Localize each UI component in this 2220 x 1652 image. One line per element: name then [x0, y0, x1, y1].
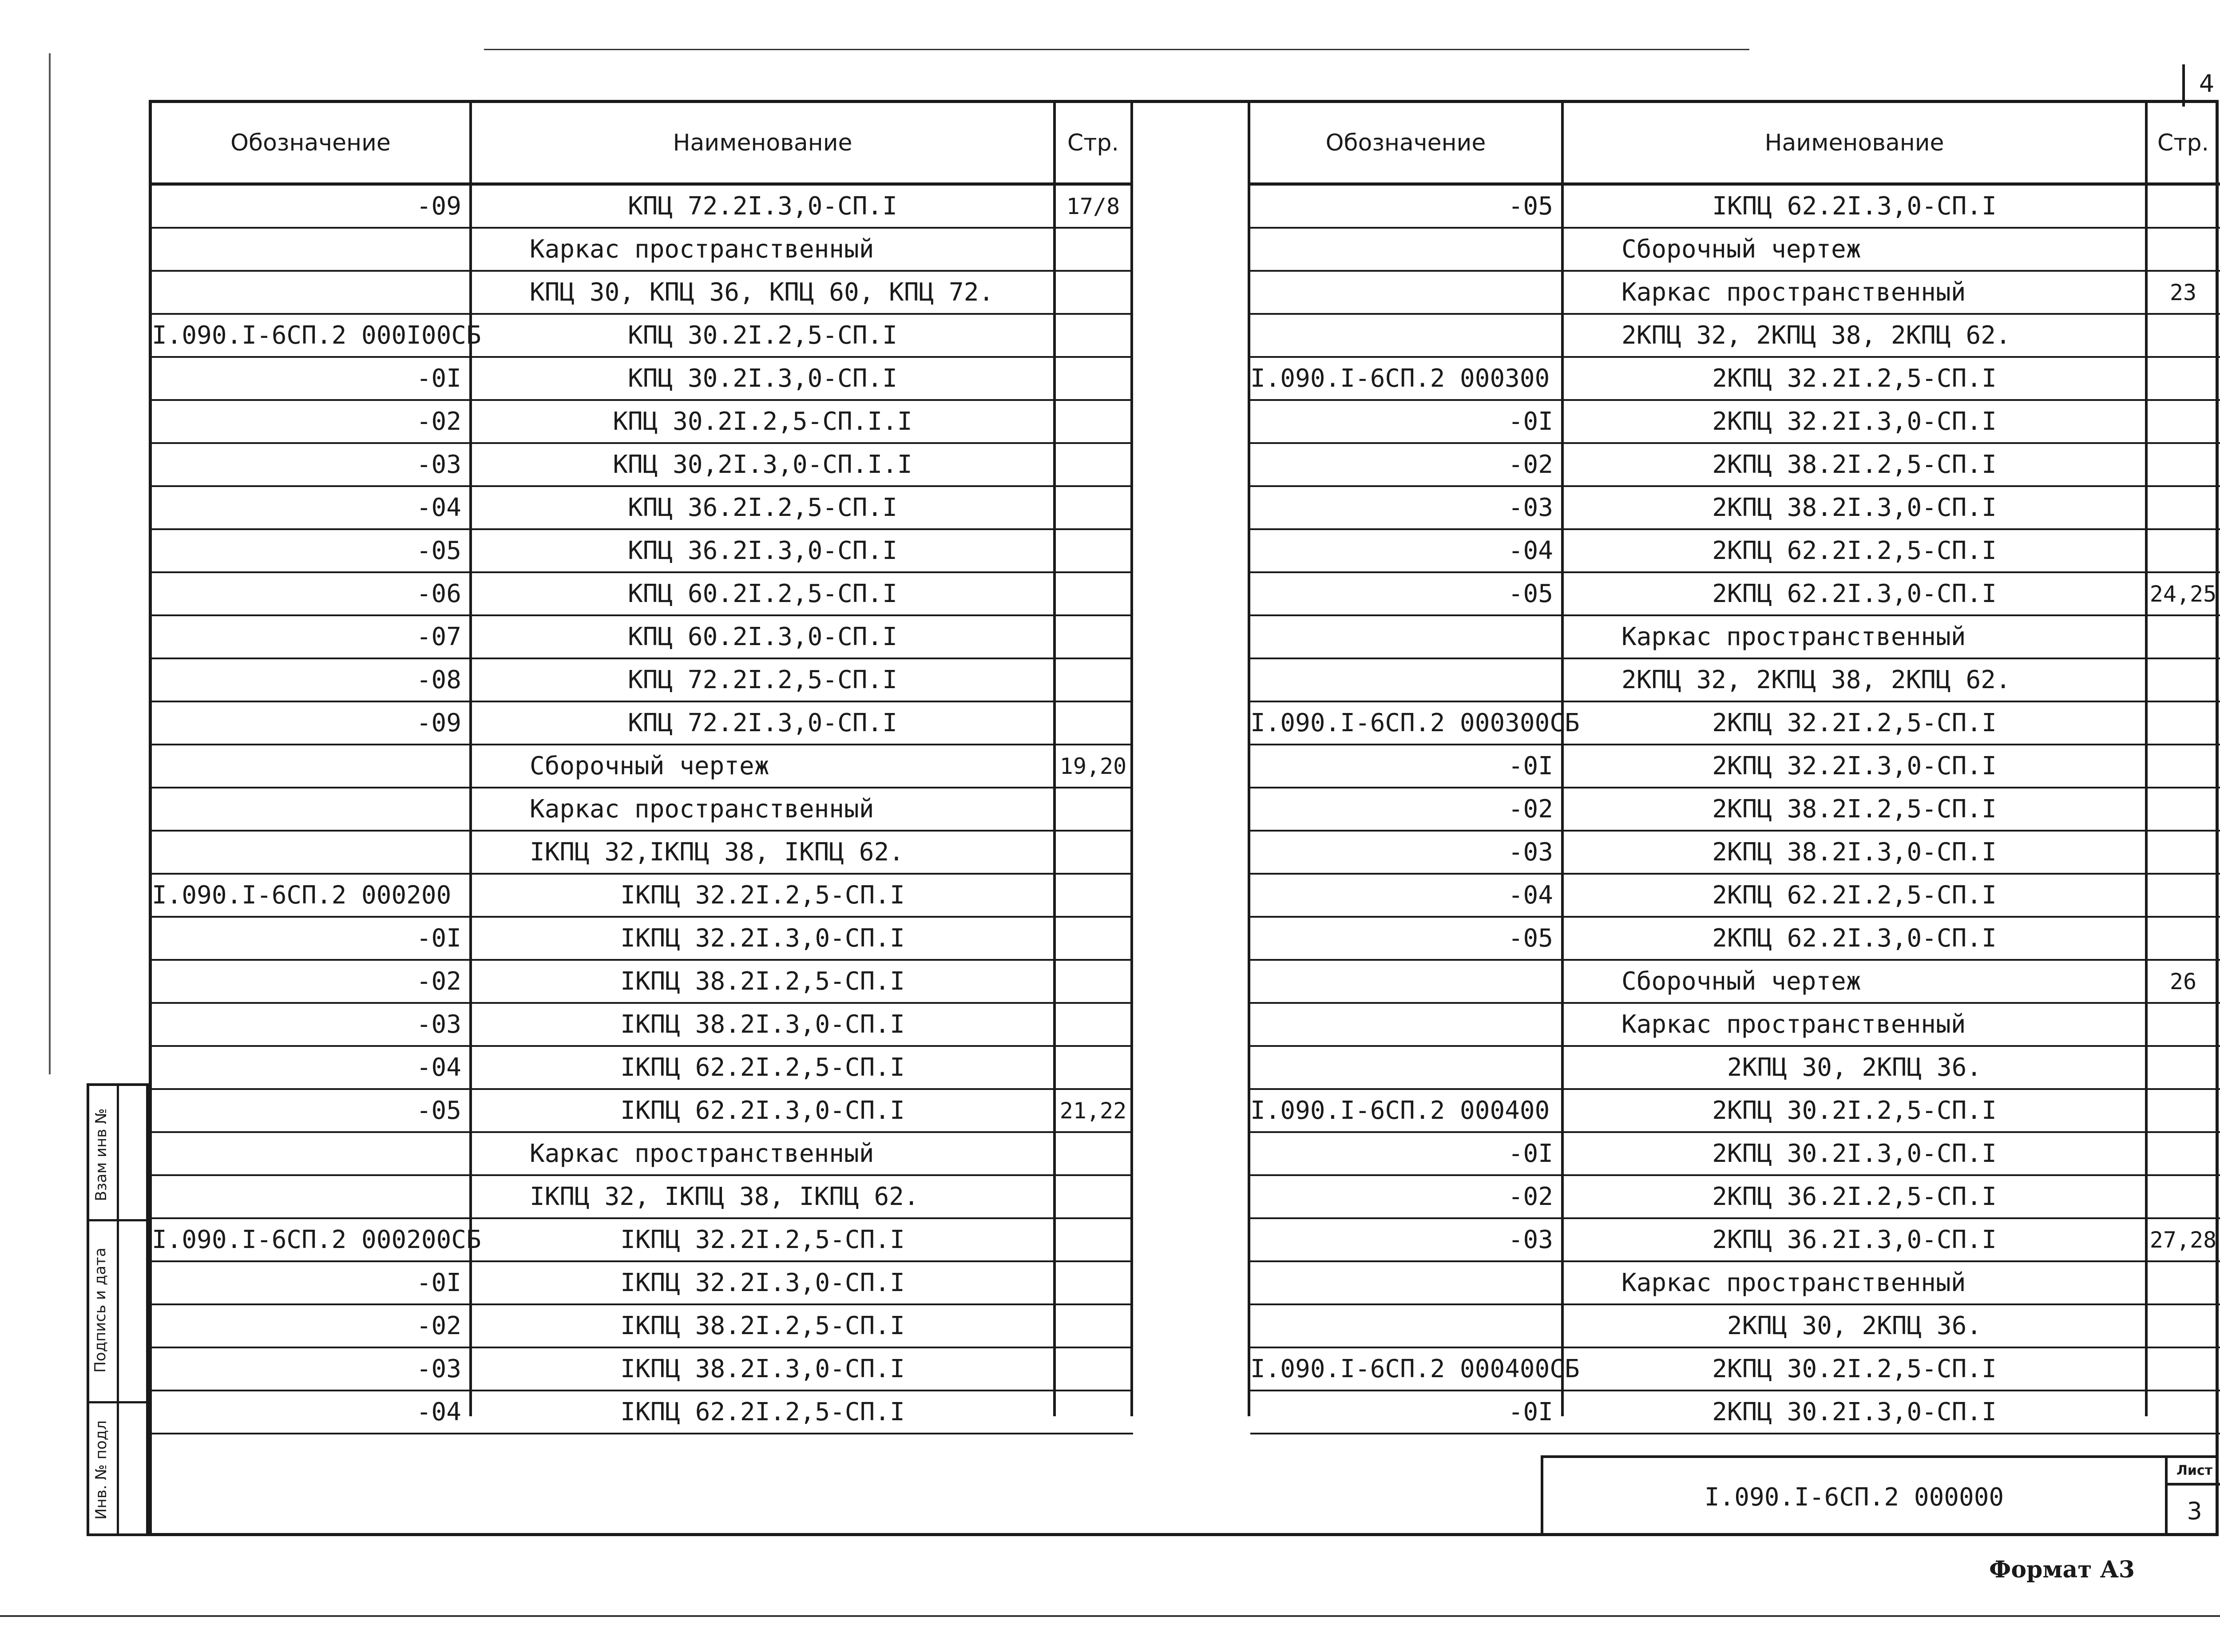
row-designation: -09 — [416, 192, 461, 221]
row-name: 2КПЦ 32, 2КПЦ 38, 2КПЦ 62. — [1621, 666, 2011, 694]
row-designation — [1250, 272, 1561, 313]
row-name: IКПЦ 32.2I.2,5-СП.I — [620, 881, 905, 910]
row-name: КПЦ 30.2I.2,5-СП.I — [628, 321, 897, 350]
row-designation: I.090.I-6СП.2 000200 — [152, 881, 452, 910]
table-row — [152, 315, 1133, 358]
row-name: Каркас пространственный — [530, 795, 874, 824]
row-designation: -0I — [416, 1268, 461, 1297]
row-designation — [152, 745, 469, 787]
row-designation: -02 — [1508, 450, 1553, 479]
row-designation: -03 — [416, 1355, 461, 1383]
row-designation: -02 — [1508, 795, 1553, 824]
left-table-header — [152, 103, 1133, 186]
row-name: КПЦ 36.2I.3,0-СП.I — [628, 536, 897, 565]
row-designation — [1250, 659, 1561, 701]
row-name: Сборочный чертеж — [1621, 235, 1861, 264]
row-name: 2КПЦ 30.2I.3,0-СП.I — [1712, 1398, 1997, 1426]
row-page: 19,20 — [1059, 753, 1127, 779]
row-page — [2148, 1391, 2219, 1433]
row-designation: -05 — [416, 536, 461, 565]
row-name: 2КПЦ 32, 2КПЦ 38, 2КПЦ 62. — [1621, 321, 2011, 350]
table-row — [1250, 745, 2220, 788]
row-name: 2КПЦ 36.2I.2,5-СП.I — [1712, 1182, 1997, 1211]
table-row — [1250, 186, 2220, 229]
header-name: Наименование — [673, 129, 852, 156]
row-page — [2148, 229, 2219, 270]
table-row — [1250, 272, 2220, 315]
table-row — [1250, 444, 2220, 487]
table-row — [152, 702, 1133, 745]
row-designation: -03 — [1508, 493, 1553, 522]
format-label: Формат А3 — [1989, 1556, 2135, 1583]
row-designation: -0I — [1508, 1398, 1553, 1426]
row-name: 2КПЦ 30.2I.3,0-СП.I — [1712, 1139, 1997, 1168]
row-name: 2КПЦ 32.2I.2,5-СП.I — [1712, 709, 1997, 737]
row-page — [1056, 1348, 1130, 1390]
table-row — [1250, 702, 2220, 745]
row-page — [2148, 1090, 2219, 1131]
table-row — [1250, 487, 2220, 530]
table-row — [1250, 875, 2220, 918]
table-row — [152, 272, 1133, 315]
sheet-label: Лист — [2176, 1462, 2213, 1478]
table-row — [1250, 1047, 2220, 1090]
row-designation — [1250, 1262, 1561, 1303]
row-designation: -02 — [1508, 1182, 1553, 1211]
table-row — [152, 875, 1133, 918]
header-name: Наименование — [1764, 129, 1944, 156]
table-row — [152, 832, 1133, 875]
row-page — [2148, 702, 2219, 744]
row-name: 2КПЦ 62.2I.2,5-СП.I — [1712, 536, 1997, 565]
table-row — [152, 1219, 1133, 1262]
row-designation: -0I — [1508, 752, 1553, 780]
header-designation: Обозначение — [230, 129, 391, 156]
row-page — [1056, 1176, 1130, 1217]
row-page: 24,25 — [2149, 581, 2217, 607]
table-row — [1250, 616, 2220, 659]
row-page — [1056, 875, 1130, 916]
row-name: 2КПЦ 38.2I.3,0-СП.I — [1712, 838, 1997, 867]
row-page — [1056, 401, 1130, 442]
table-row — [152, 1391, 1133, 1434]
row-name: IКПЦ 32, IКПЦ 38, IКПЦ 62. — [530, 1182, 919, 1211]
row-page — [2148, 745, 2219, 787]
row-designation: I.090.I-6СП.2 000300 — [1250, 364, 1550, 393]
sheet-number-top: 4 — [2199, 69, 2215, 98]
row-page — [1056, 702, 1130, 744]
row-name: Каркас пространственный — [530, 1139, 874, 1168]
row-page — [1056, 832, 1130, 873]
row-designation — [1250, 229, 1561, 270]
header-page: Стр. — [2157, 129, 2209, 156]
row-page — [2148, 1004, 2219, 1045]
row-designation: -08 — [416, 666, 461, 694]
row-name: IКПЦ 38.2I.2,5-СП.I — [620, 1311, 905, 1340]
row-name: IКПЦ 62.2I.3,0-СП.I — [1712, 192, 1997, 221]
row-designation — [1250, 1004, 1561, 1045]
table-row — [152, 1004, 1133, 1047]
inv-sub-label: Инв. № подл — [92, 1420, 110, 1520]
row-page — [1056, 487, 1130, 528]
row-designation — [1250, 1305, 1561, 1347]
row-name: Сборочный чертеж — [1621, 967, 1861, 996]
row-name: Каркас пространственный — [1621, 278, 1966, 307]
row-designation: -04 — [1508, 536, 1553, 565]
header-page: Стр. — [1067, 129, 1119, 156]
row-name: КПЦ 72.2I.2,5-СП.I — [628, 666, 897, 694]
row-page — [1056, 616, 1130, 658]
row-name: IКПЦ 38.2I.3,0-СП.I — [620, 1355, 905, 1383]
table-row — [1250, 315, 2220, 358]
row-designation: -0I — [416, 924, 461, 953]
row-designation — [1250, 1047, 1561, 1088]
row-name: IКПЦ 32,IКПЦ 38, IКПЦ 62. — [530, 838, 904, 867]
table-row — [152, 1090, 1133, 1133]
row-designation: -05 — [416, 1096, 461, 1125]
table-row — [152, 1348, 1133, 1391]
row-designation: -09 — [416, 709, 461, 737]
table-row — [1250, 788, 2220, 832]
title-block — [1541, 1455, 2219, 1536]
table-row — [1250, 1090, 2220, 1133]
row-name: 2КПЦ 62.2I.2,5-СП.I — [1712, 881, 1997, 910]
row-page — [2148, 616, 2219, 658]
row-page — [2148, 315, 2219, 356]
row-name: КПЦ 30.2I.2,5-СП.I.I — [613, 407, 912, 436]
row-page — [1056, 1133, 1130, 1174]
table-row — [152, 788, 1133, 832]
row-page — [1056, 358, 1130, 399]
row-designation: -05 — [1508, 579, 1553, 608]
row-page — [1056, 1262, 1130, 1303]
row-page — [1056, 961, 1130, 1002]
row-name: КПЦ 36.2I.2,5-СП.I — [628, 493, 897, 522]
row-name: 2КПЦ 38.2I.2,5-СП.I — [1712, 450, 1997, 479]
right-specification-table — [1248, 103, 2220, 1426]
replaces-inv-label: Взам инв № — [92, 1108, 110, 1201]
row-name: 2КПЦ 32.2I.3,0-СП.I — [1712, 752, 1997, 780]
row-name: IКПЦ 62.2I.2,5-СП.I — [620, 1398, 905, 1426]
table-row — [1250, 918, 2220, 961]
table-row — [1250, 530, 2220, 573]
row-page — [1056, 444, 1130, 485]
row-designation: -06 — [416, 579, 461, 608]
row-designation — [152, 832, 469, 873]
row-designation — [152, 788, 469, 830]
row-designation: -03 — [1508, 838, 1553, 867]
row-page: 21,22 — [1059, 1097, 1127, 1124]
table-row — [1250, 1305, 2220, 1348]
row-designation: -04 — [1508, 881, 1553, 910]
row-name: КПЦ 72.2I.3,0-СП.I — [628, 709, 897, 737]
row-designation — [1250, 616, 1561, 658]
row-page: 27,28 — [2149, 1227, 2217, 1253]
row-page — [2148, 358, 2219, 399]
table-row — [152, 1133, 1133, 1176]
table-row — [152, 229, 1133, 272]
row-page — [2148, 444, 2219, 485]
table-row — [1250, 1176, 2220, 1219]
table-row — [152, 573, 1133, 616]
row-page — [1056, 1004, 1130, 1045]
row-name: 2КПЦ 30.2I.2,5-СП.I — [1712, 1355, 1997, 1383]
row-page — [1056, 1219, 1130, 1260]
row-page — [2148, 832, 2219, 873]
row-name: КПЦ 30,2I.3,0-СП.I.I — [613, 450, 912, 479]
row-designation: -03 — [416, 1010, 461, 1039]
row-designation: -03 — [1508, 1225, 1553, 1254]
row-page — [2148, 659, 2219, 701]
table-row — [152, 444, 1133, 487]
signature-date-label: Подпись и дата — [91, 1248, 109, 1373]
table-row — [152, 659, 1133, 702]
row-name: Каркас пространственный — [1621, 1010, 1966, 1039]
row-page — [1056, 315, 1130, 356]
table-row — [152, 918, 1133, 961]
row-page — [2148, 487, 2219, 528]
row-name: КПЦ 30, КПЦ 36, КПЦ 60, КПЦ 72. — [530, 278, 994, 307]
row-name: 2КПЦ 62.2I.3,0-СП.I — [1712, 579, 1997, 608]
row-name: Сборочный чертеж — [530, 752, 769, 780]
row-name: 2КПЦ 62.2I.3,0-СП.I — [1712, 924, 1997, 953]
table-row — [152, 745, 1133, 788]
row-designation: -0I — [416, 364, 461, 393]
row-page — [2148, 186, 2219, 227]
document-code: I.090.I-6СП.2 000000 — [1704, 1482, 2004, 1512]
row-designation: I.090.I-6СП.2 000300СБ — [1250, 709, 1580, 737]
row-page — [2148, 788, 2219, 830]
row-name: 2КПЦ 30.2I.2,5-СП.I — [1712, 1096, 1997, 1125]
row-page: 17/8 — [1066, 193, 1120, 219]
row-page — [2148, 918, 2219, 959]
row-designation — [152, 1133, 469, 1174]
row-designation: I.090.I-6СП.2 000I00СБ — [152, 321, 481, 350]
row-name: КПЦ 60.2I.2,5-СП.I — [628, 579, 897, 608]
row-designation: -04 — [416, 1398, 461, 1426]
table-row — [1250, 961, 2220, 1004]
row-designation: -07 — [416, 622, 461, 651]
row-page — [1056, 659, 1130, 701]
table-row — [1250, 1262, 2220, 1305]
row-designation: -0I — [1508, 407, 1553, 436]
table-row — [152, 358, 1133, 401]
row-page — [1056, 530, 1130, 571]
scan-line-top — [484, 49, 1749, 50]
row-designation: -02 — [416, 1311, 461, 1340]
row-page — [2148, 1047, 2219, 1088]
row-designation: -0I — [1508, 1139, 1553, 1168]
row-name: 2КПЦ 38.2I.3,0-СП.I — [1712, 493, 1997, 522]
table-row — [152, 530, 1133, 573]
row-designation — [1250, 315, 1561, 356]
table-row — [1250, 659, 2220, 702]
row-name: IКПЦ 38.2I.3,0-СП.I — [620, 1010, 905, 1039]
table-row — [1250, 832, 2220, 875]
row-designation: I.090.I-6СП.2 000200СБ — [152, 1225, 481, 1254]
row-name: IКПЦ 32.2I.3,0-СП.I — [620, 924, 905, 953]
row-page — [1056, 229, 1130, 270]
row-designation: -02 — [416, 407, 461, 436]
row-name: 2КПЦ 36.2I.3,0-СП.I — [1712, 1225, 1997, 1254]
row-name: 2КПЦ 30, 2КПЦ 36. — [1727, 1053, 1982, 1082]
row-page — [2148, 530, 2219, 571]
row-page — [2148, 1133, 2219, 1174]
row-page — [2148, 1176, 2219, 1217]
row-name: КПЦ 30.2I.3,0-СП.I — [628, 364, 897, 393]
header-designation: Обозначение — [1325, 129, 1486, 156]
right-table-header — [1250, 103, 2220, 186]
table-row — [1250, 1348, 2220, 1391]
row-designation: I.090.I-6СП.2 000400 — [1250, 1096, 1550, 1125]
row-designation: -04 — [416, 493, 461, 522]
row-designation — [1250, 961, 1561, 1002]
row-name: КПЦ 72.2I.3,0-СП.I — [628, 192, 897, 221]
row-designation: -03 — [416, 450, 461, 479]
table-row — [1250, 1004, 2220, 1047]
table-row — [1250, 401, 2220, 444]
row-designation — [152, 229, 469, 270]
row-designation: -02 — [416, 967, 461, 996]
scan-line-left — [49, 53, 51, 1074]
row-name: 2КПЦ 32.2I.2,5-СП.I — [1712, 364, 1997, 393]
table-row — [1250, 358, 2220, 401]
table-row — [1250, 229, 2220, 272]
table-row — [152, 487, 1133, 530]
row-page — [1056, 1047, 1130, 1088]
sheet-number: 3 — [2187, 1497, 2202, 1525]
table-row — [1250, 1391, 2220, 1434]
table-row — [1250, 573, 2220, 616]
row-page — [2148, 875, 2219, 916]
row-name: IКПЦ 32.2I.2,5-СП.I — [620, 1225, 905, 1254]
row-designation — [152, 272, 469, 313]
table-row — [152, 1047, 1133, 1090]
row-page — [1056, 918, 1130, 959]
table-row — [152, 616, 1133, 659]
row-page — [2148, 1262, 2219, 1303]
row-page — [1056, 788, 1130, 830]
row-name: IКПЦ 38.2I.2,5-СП.I — [620, 967, 905, 996]
row-name: 2КПЦ 38.2I.2,5-СП.I — [1712, 795, 1997, 824]
row-name: IКПЦ 32.2I.3,0-СП.I — [620, 1268, 905, 1297]
row-designation: -04 — [416, 1053, 461, 1082]
row-page — [1056, 1305, 1130, 1347]
table-row — [1250, 1133, 2220, 1176]
table-row — [152, 1262, 1133, 1305]
row-name: 2КПЦ 32.2I.3,0-СП.I — [1712, 407, 1997, 436]
table-row — [1250, 1219, 2220, 1262]
row-name: IКПЦ 62.2I.2,5-СП.I — [620, 1053, 905, 1082]
side-stamp — [87, 1083, 149, 1536]
row-page — [1056, 1391, 1130, 1433]
table-row — [152, 1305, 1133, 1348]
row-page: 23 — [2169, 279, 2197, 305]
row-page — [2148, 1348, 2219, 1390]
row-page: 26 — [2169, 968, 2197, 994]
table-row — [152, 401, 1133, 444]
row-designation: -05 — [1508, 924, 1553, 953]
row-page — [1056, 272, 1130, 313]
table-row — [152, 961, 1133, 1004]
row-name: КПЦ 60.2I.3,0-СП.I — [628, 622, 897, 651]
row-name: Каркас пространственный — [1621, 622, 1966, 651]
row-name: IКПЦ 62.2I.3,0-СП.I — [620, 1096, 905, 1125]
scan-line-bottom — [0, 1615, 2220, 1617]
row-designation: I.090.I-6СП.2 000400СБ — [1250, 1355, 1580, 1383]
row-name: Каркас пространственный — [530, 235, 874, 264]
left-specification-table — [152, 103, 1133, 1426]
row-designation — [152, 1176, 469, 1217]
row-name: 2КПЦ 30, 2КПЦ 36. — [1727, 1311, 1982, 1340]
row-page — [2148, 401, 2219, 442]
table-row — [152, 186, 1133, 229]
row-designation: -05 — [1508, 192, 1553, 221]
row-name: Каркас пространственный — [1621, 1268, 1966, 1297]
row-page — [2148, 1305, 2219, 1347]
row-page — [1056, 573, 1130, 614]
table-row — [152, 1176, 1133, 1219]
